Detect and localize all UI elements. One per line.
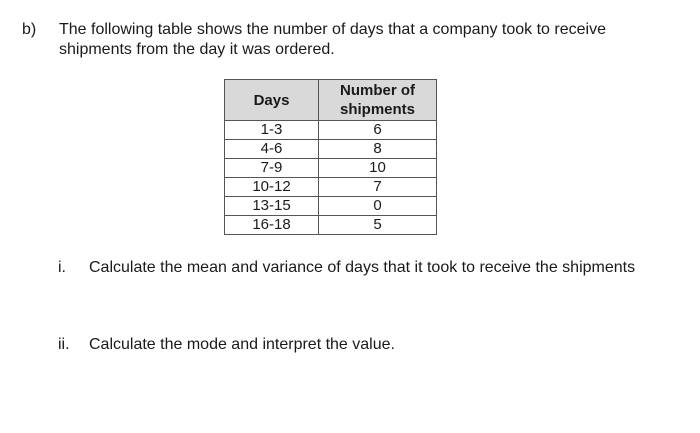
- table-row: [225, 216, 437, 235]
- header-days: Days: [225, 80, 319, 121]
- cell-shipments: 6: [319, 121, 437, 140]
- table-row: [225, 159, 437, 178]
- table-header-row: [225, 80, 437, 121]
- table-row: [225, 178, 437, 197]
- cell-days: 16-18: [225, 216, 319, 235]
- table-row: [225, 121, 437, 140]
- subquestion-number: i.: [58, 259, 66, 276]
- table-row: [225, 197, 437, 216]
- cell-days: 13-15: [225, 197, 319, 216]
- header-number-of-shipments: Number of shipments: [319, 80, 437, 121]
- subquestion-text: Calculate the mean and variance of days that it took to receive the shipments: [89, 259, 636, 276]
- subquestion-ii: [58, 335, 639, 355]
- subquestion-text: Calculate the mode and interpret the value.: [89, 336, 395, 353]
- cell-days: 1-3: [225, 121, 319, 140]
- cell-shipments: 5: [319, 216, 437, 235]
- cell-days: 4-6: [225, 140, 319, 159]
- cell-shipments: 10: [319, 159, 437, 178]
- cell-shipments: 8: [319, 140, 437, 159]
- table-row: [225, 140, 437, 159]
- cell-shipments: 7: [319, 178, 437, 197]
- subquestion-number: ii.: [58, 336, 70, 353]
- cell-days: 7-9: [225, 159, 319, 178]
- question-intro: The following table shows the number of days that a company took to receive shipments from the day it was ordered.: [59, 21, 606, 58]
- shipments-table: [224, 79, 437, 235]
- cell-shipments: 0: [319, 197, 437, 216]
- subquestion-i: [58, 258, 639, 298]
- question-label: b): [22, 21, 37, 38]
- cell-days: 10-12: [225, 178, 319, 197]
